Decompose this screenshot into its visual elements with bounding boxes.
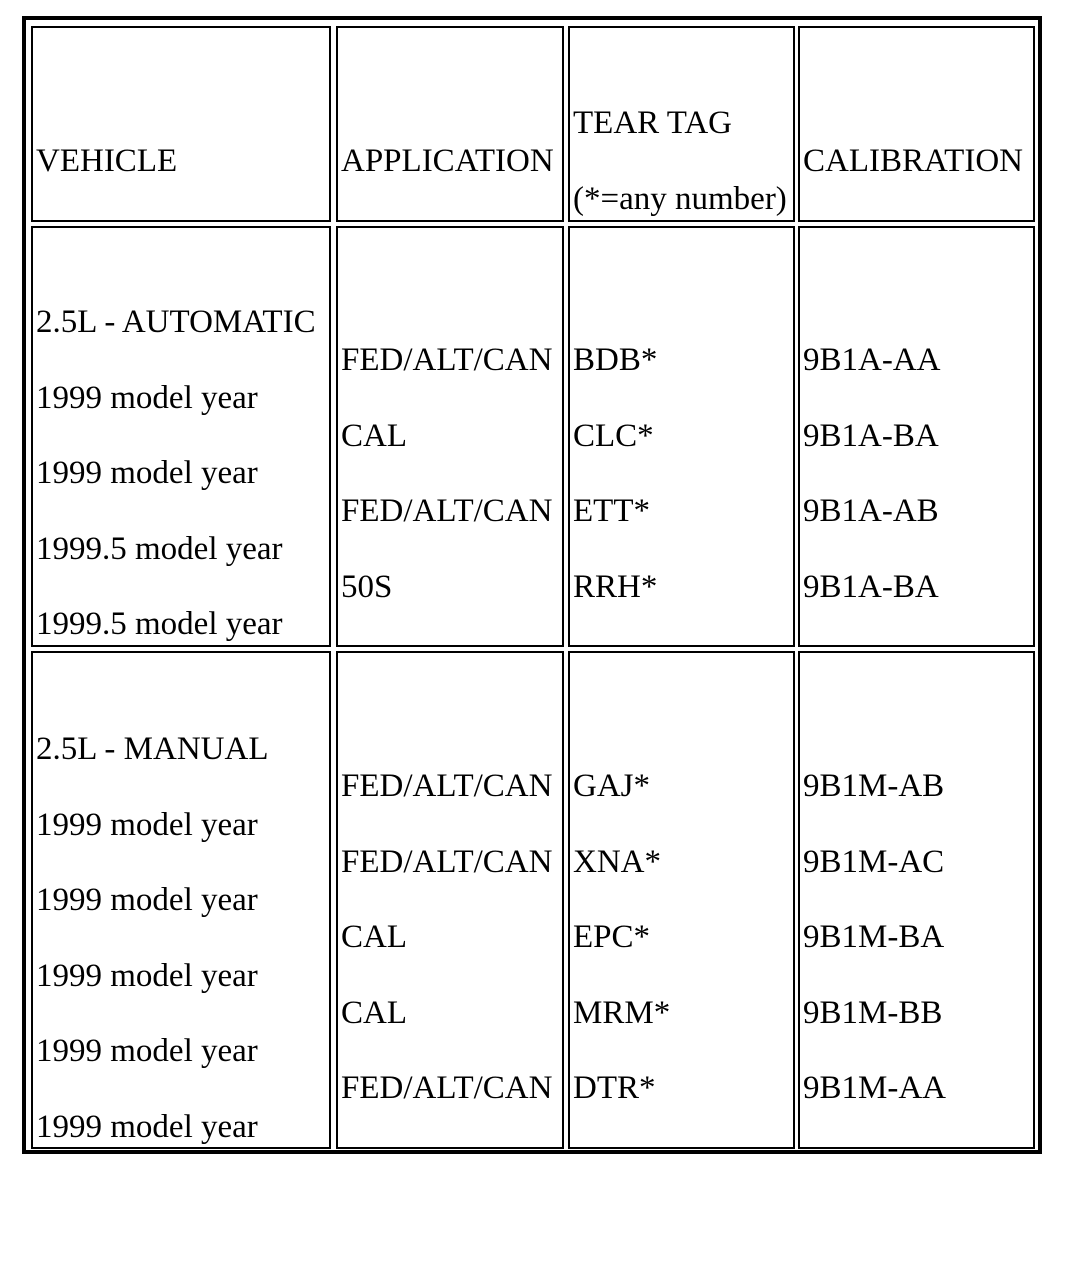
- application-value: CAL: [341, 417, 407, 454]
- application-value: CAL: [341, 919, 407, 955]
- cell-calibration: [798, 226, 1035, 647]
- header-tear-tag: [568, 26, 795, 222]
- cell-vehicle: [31, 651, 331, 1149]
- vehicle-value: 1999 model year: [36, 1108, 258, 1145]
- application-value: FED/ALT/CAN: [341, 768, 553, 804]
- tear-tag-value: GAJ*: [573, 768, 651, 804]
- tear-tag-value: ETT*: [573, 493, 650, 529]
- tear-tag-value: BDB*: [573, 342, 658, 378]
- vehicle-value: 1999 model year: [36, 806, 258, 843]
- application-value: 50S: [341, 568, 393, 605]
- calibration-value: 9B1M-AB: [803, 768, 945, 804]
- application-value: FED/ALT/CAN: [341, 1070, 553, 1106]
- vehicle-value: 2.5L - AUTOMATIC: [36, 304, 316, 340]
- application-value: FED/ALT/CAN: [341, 342, 553, 378]
- calibration-value: 9B1M-BA: [803, 919, 945, 955]
- header-application: [336, 26, 564, 222]
- vehicle-value: 1999.5 model year: [36, 530, 283, 567]
- cell-tear-tag: [568, 651, 795, 1149]
- cell-application: [336, 226, 564, 647]
- cell-calibration: [798, 651, 1035, 1149]
- vehicle-value: 1999.5 model year: [36, 606, 283, 642]
- vehicle-value: 1999 model year: [36, 957, 258, 994]
- application-value: FED/ALT/CAN: [341, 843, 553, 880]
- tear-tag-value: CLC*: [573, 417, 654, 454]
- header-note: (*=any number): [573, 180, 787, 217]
- header-label: TEAR TAG: [573, 105, 732, 141]
- application-value: FED/ALT/CAN: [341, 493, 553, 529]
- tear-tag-value: DTR*: [573, 1070, 656, 1106]
- vehicle-value: 1999 model year: [36, 455, 258, 491]
- vehicle-value: 2.5L - MANUAL: [36, 731, 269, 767]
- tear-tag-value: XNA*: [573, 843, 661, 880]
- calibration-value: 9B1M-BB: [803, 994, 943, 1031]
- header-vehicle: [31, 26, 331, 222]
- vehicle-value: 1999 model year: [36, 379, 258, 416]
- vehicle-value: 1999 model year: [36, 882, 258, 918]
- tear-tag-value: MRM*: [573, 994, 671, 1031]
- cell-application: [336, 651, 564, 1149]
- vehicle-value: 1999 model year: [36, 1033, 258, 1069]
- header-label: APPLICATION: [341, 143, 554, 179]
- header-label: VEHICLE: [36, 143, 178, 179]
- calibration-value: 9B1A-AB: [803, 493, 939, 529]
- calibration-value: 9B1A-AA: [803, 342, 941, 378]
- application-value: CAL: [341, 994, 407, 1031]
- tear-tag-value: RRH*: [573, 568, 658, 605]
- calibration-value: 9B1A-BA: [803, 568, 939, 605]
- calibration-value: 9B1M-AA: [803, 1070, 947, 1106]
- header-label: CALIBRATION: [803, 143, 1023, 179]
- tear-tag-value: EPC*: [573, 919, 651, 955]
- calibration-value: 9B1A-BA: [803, 417, 939, 454]
- calibration-value: 9B1M-AC: [803, 843, 945, 880]
- cell-vehicle: [31, 226, 331, 647]
- header-calibration: [798, 26, 1035, 222]
- cell-tear-tag: [568, 226, 795, 647]
